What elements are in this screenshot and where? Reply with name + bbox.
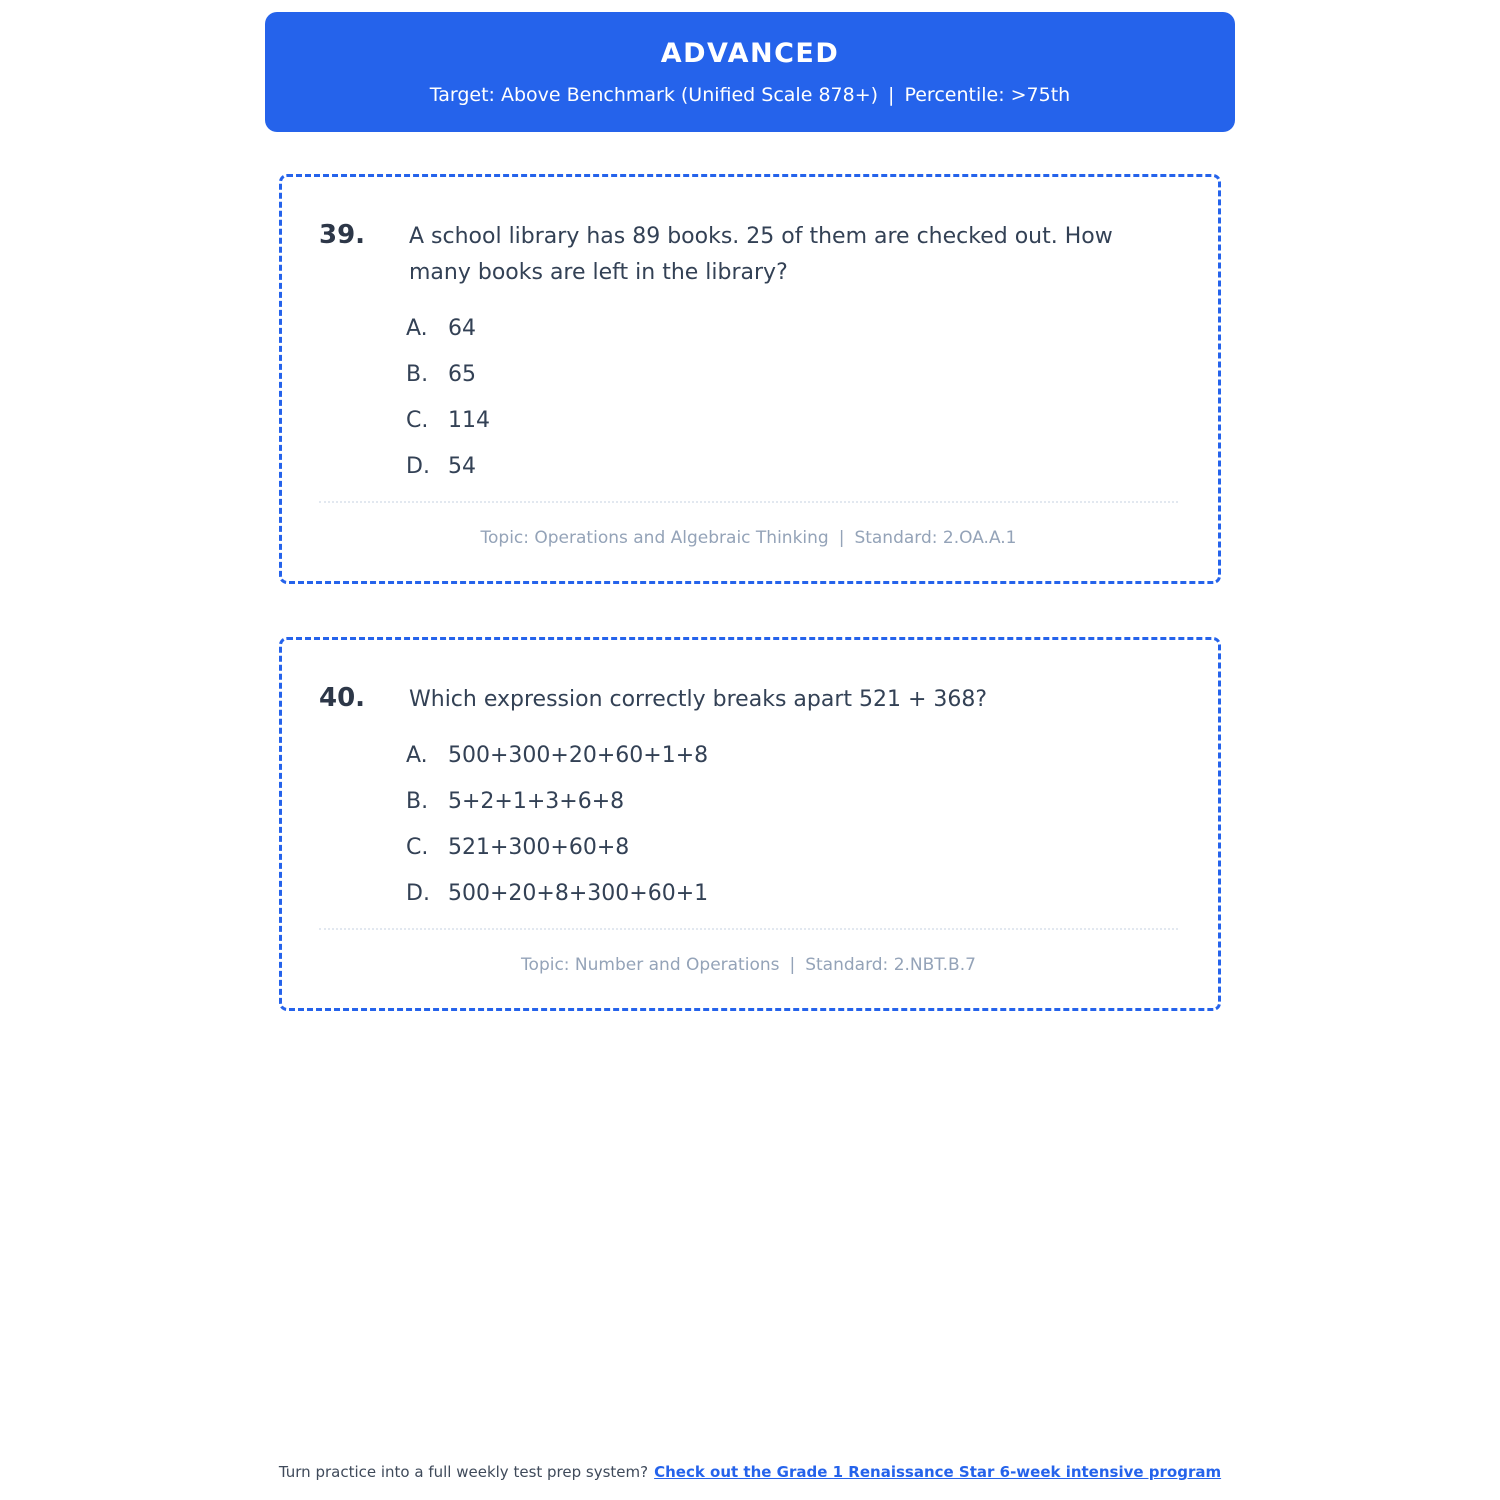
option-letter: A. xyxy=(406,743,428,768)
standard-label: Standard: 2.NBT.B.7 xyxy=(805,955,976,975)
level-title: ADVANCED xyxy=(660,38,840,69)
option-letter: A. xyxy=(406,316,428,341)
options-list xyxy=(406,744,1178,906)
meta-divider xyxy=(319,928,1178,930)
topic-label: Topic: Operations and Algebraic Thinking xyxy=(480,528,829,548)
option-row-c xyxy=(406,836,1178,860)
question-card-39 xyxy=(279,174,1221,584)
separator: | xyxy=(838,528,845,548)
option-text: 65 xyxy=(448,362,476,387)
option-text: 521+300+60+8 xyxy=(448,835,630,860)
option-row-d xyxy=(406,882,1178,906)
option-letter: B. xyxy=(406,362,429,387)
question-row xyxy=(319,219,1178,291)
option-text: 500+300+20+60+1+8 xyxy=(448,743,709,768)
footer-prompt: Turn practice into a full weekly test prep system? xyxy=(278,1463,649,1481)
target-text: Target: Above Benchmark (Unified Scale 878+) xyxy=(429,84,879,106)
option-row-b xyxy=(406,363,1178,387)
option-row-b xyxy=(406,790,1178,814)
page-footer xyxy=(0,1462,1500,1482)
separator: | xyxy=(888,84,895,106)
option-text: 114 xyxy=(448,408,490,433)
option-text: 54 xyxy=(448,454,476,479)
program-link[interactable]: Check out the Grade 1 Renaissance Star 6-week intensive program xyxy=(654,1463,1222,1481)
standard-label: Standard: 2.OA.A.1 xyxy=(854,528,1017,548)
level-banner xyxy=(265,12,1235,132)
question-number: 39. xyxy=(319,220,366,250)
question-text: Which expression correctly breaks apart 521 + 368? xyxy=(409,687,988,712)
question-number: 40. xyxy=(319,683,366,713)
option-text: 500+20+8+300+60+1 xyxy=(448,881,709,906)
option-row-a xyxy=(406,317,1178,341)
question-text: A school library has 89 books. 25 of them are checked out. How many books are left in the library? xyxy=(409,224,1113,285)
options-list xyxy=(406,317,1178,479)
question-card-40 xyxy=(279,637,1221,1011)
topic-label: Topic: Number and Operations xyxy=(521,955,780,975)
question-meta xyxy=(319,527,1178,549)
option-letter: C. xyxy=(406,835,429,860)
option-letter: C. xyxy=(406,408,429,433)
question-meta xyxy=(319,954,1178,976)
option-text: 64 xyxy=(448,316,476,341)
question-row xyxy=(319,682,1178,718)
level-subtitle xyxy=(285,82,1215,108)
meta-divider xyxy=(319,501,1178,503)
option-letter: D. xyxy=(406,454,430,479)
option-row-a xyxy=(406,744,1178,768)
worksheet-page xyxy=(265,0,1235,1011)
option-letter: B. xyxy=(406,789,429,814)
option-letter: D. xyxy=(406,881,430,906)
percentile-text: Percentile: >75th xyxy=(904,84,1071,106)
separator: | xyxy=(789,955,796,975)
option-text: 5+2+1+3+6+8 xyxy=(448,789,625,814)
option-row-c xyxy=(406,409,1178,433)
option-row-d xyxy=(406,455,1178,479)
